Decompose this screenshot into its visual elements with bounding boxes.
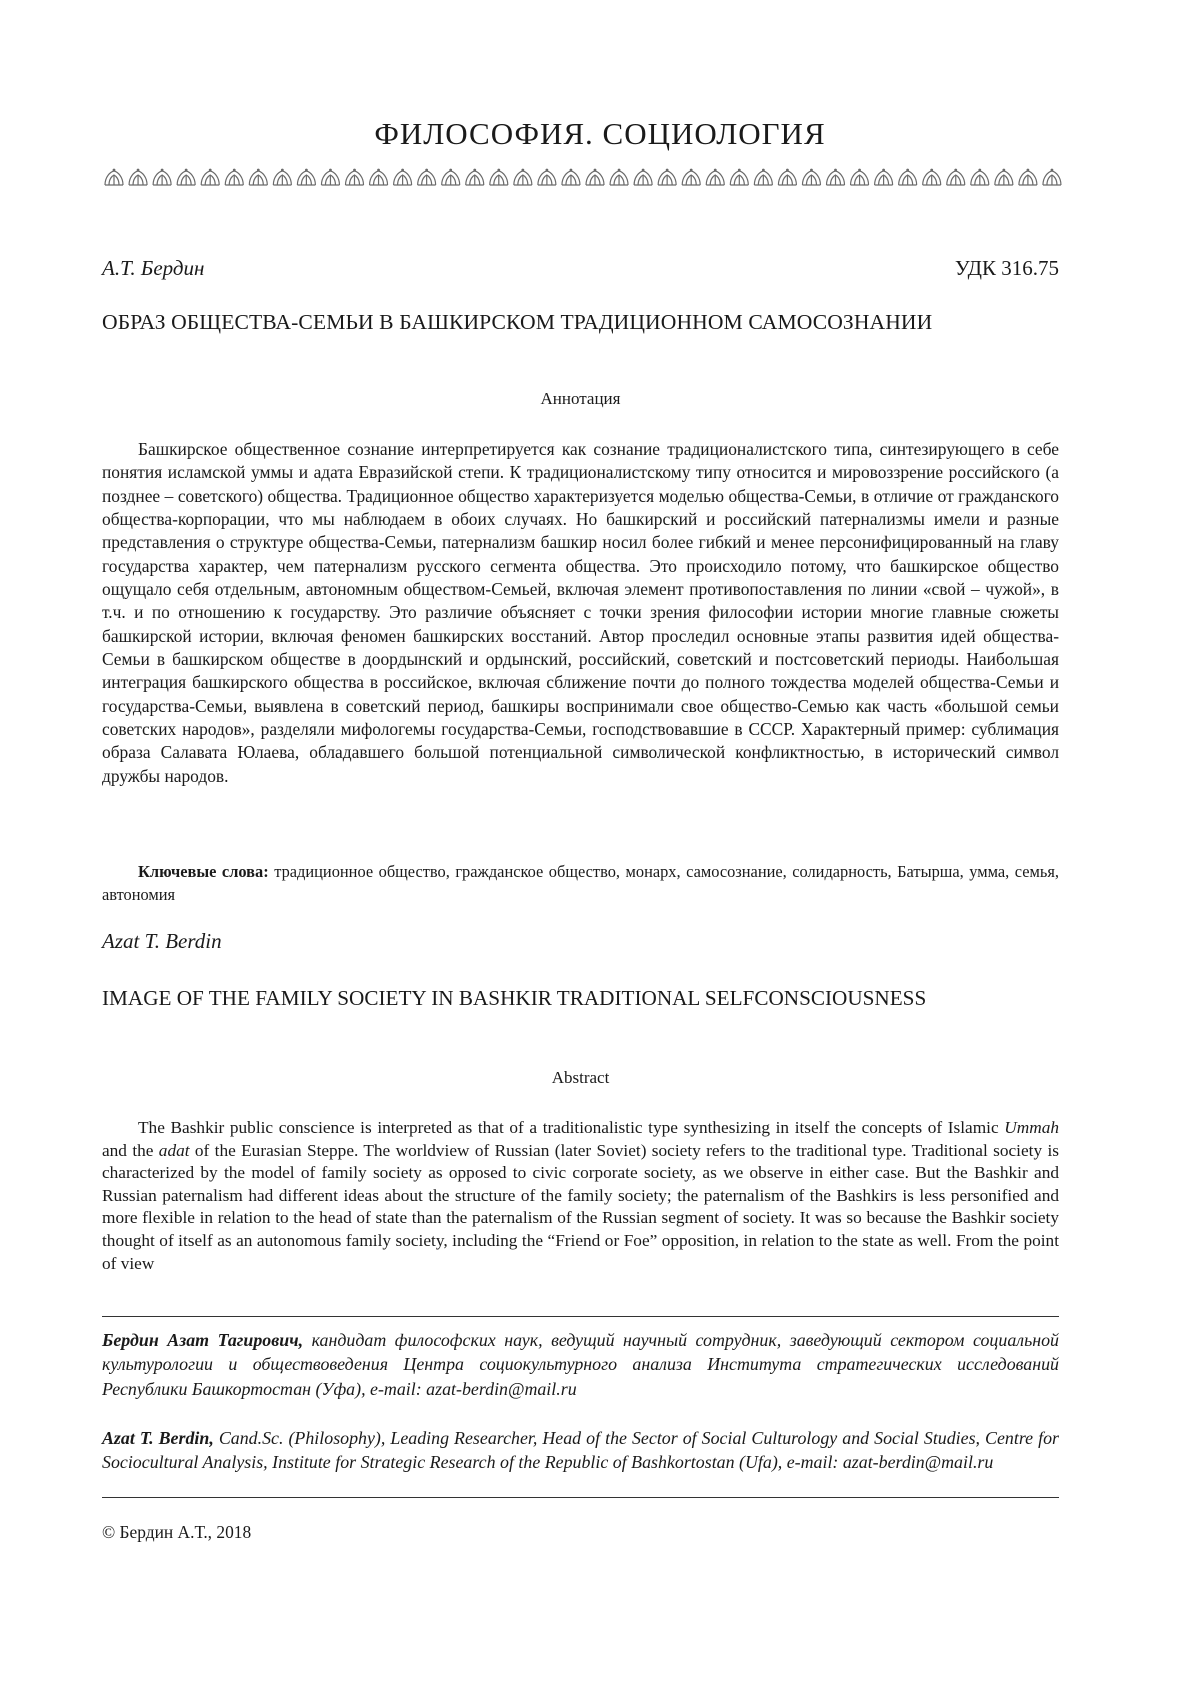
ornament-motif-icon <box>995 169 1013 185</box>
ornament-motif-icon <box>851 169 869 185</box>
ornament-motif-icon <box>1019 169 1037 185</box>
ornament-motif-icon <box>827 169 845 185</box>
ornament-motif-icon <box>562 169 580 185</box>
ornament-motif-icon <box>586 169 604 185</box>
ornament-motif-icon <box>658 169 676 185</box>
annotation-text-ru: Башкирское общественное сознание интерпретируется как сознание традиционалистского типа, синтезирующего в себе понятия исламской уммы и адата Евразийской степи. К традиционалистскому типу относится и мировоззрение российского (а позднее – советского) общества. Традиционное общество характеризуется моделью общества-Семьи, в отличие от гражданского общества-корпорации, что мы наблюдаем в обоих случаях. Но башкирский и российский патернализмы имели и разные представления о структуре общества-Семьи, патернализм башкир носил более гибкий и менее персонифицированный на главу государства характер, чем патернализм русского сегмента общества. Это происходило потому, что башкирское общество ощущало себя отдельным, автономным обществом-Семьей, включая элемент противопоставления по линии «свой – чужой», в т.ч. и по отношению к государству. Это различие объясняет с точки зрения философии истории многие главные сюжеты башкирской истории, включая феномен башкирских восстаний. Автор проследил основные этапы развития идей общества-Семьи в башкирском обществе в доордынский и ордынский, российский, советский и постсоветский периоды. Наибольшая интеграция башкирского общества в российское, включая сближение почти до полного тождества моделей общества-Семьи и государства-Семьи, выявлена в советский период, башкиры воспринимали свое общество-Семью как часть «большой семьи советских народов», разделяли мифологемы государства-Семьи, господствовавшие в СССР. Характерный пример: сублимация образа Салавата Юлаева, обладавшего большой потенциальной символической конфликтностью, в исторический символ дружбы народов. <box>102 439 1059 786</box>
author-bio-name-en: Azat T. Berdin, <box>102 1428 214 1448</box>
ornament-motif-icon <box>177 169 195 185</box>
udc-code: УДК 316.75 <box>954 256 1059 280</box>
keywords-label: Ключевые слова: <box>138 862 269 881</box>
ornament-motif-icon <box>466 169 484 185</box>
ornament-divider-icon <box>102 168 1064 188</box>
abstract-segment: The Bashkir public conscience is interpreted as that of a traditionalistic type synthesizing in itself the concepts of Islamic <box>138 1118 1005 1137</box>
copyright-divider <box>102 1497 1059 1498</box>
ornament-motif-icon <box>730 169 748 185</box>
annotation-heading: Аннотация <box>540 389 621 408</box>
copyright: © Бердин А.Т., 2018 <box>102 1522 252 1542</box>
ornament-motif-icon <box>273 169 291 185</box>
ornament-motif-icon <box>201 169 219 185</box>
ornament-motif-icon <box>394 169 412 185</box>
ornament-motif-icon <box>610 169 628 185</box>
article-title-en: IMAGE OF THE FAMILY SOCIETY IN BASHKIR TRADITIONAL SELFCONSCIOUSNESS <box>102 986 927 1010</box>
article-title-ru: ОБРАЗ ОБЩЕСТВА-СЕМЬИ В БАШКИРСКОМ ТРАДИЦИОННОМ САМОСОЗНАНИИ <box>102 310 933 334</box>
abstract-term-adat: adat <box>158 1140 190 1160</box>
abstract-heading: Abstract <box>551 1068 610 1087</box>
author-bio-details-ru: кандидат философских наук, ведущий научный сотрудник, заведующий сектором социальной культурологии и обществоведения Центра социокультурного анализа Института стратегических исследований Республики Башкортостан (Уфа), e-mail: azat-berdin@mail.ru <box>102 1330 1059 1399</box>
keywords-ru <box>102 861 1059 906</box>
footnote-divider <box>102 1316 1059 1317</box>
author-bio-details-en: Cand.Sc. (Philosophy), Leading Researcher, Head of the Sector of Social Culturology and Social Studies, Centre for Sociocultural Analysis, Institute for Strategic Research of the Republic of Bashkortostan (Ufa), e-mail: azat-berdin@mail.ru <box>102 1428 1059 1473</box>
ornament-motif-icon <box>923 169 941 185</box>
ornament-motif-icon <box>514 169 532 185</box>
ornament-motif-icon <box>129 169 147 185</box>
ornament-motif-icon <box>105 169 123 185</box>
ornament-motif-icon <box>249 169 267 185</box>
abstract-segment: of the Eurasian Steppe. The worldview of Russian (later Soviet) society refers to the traditional type. Traditional society is characterized by the model of family society as opposed to civic corporate society, as we observe in either case. But the Bashkir and Russian paternalism had different ideas about the structure of the family society; the paternalism of the Bashkirs is less personified and more flexible in relation to the head of state than the paternalism of the Russian segment of society. It was so because the Bashkir society thought of itself as an autonomous family society, including the “Friend or Foe” opposition, in relation to the state as well. From the point of view <box>102 1140 1059 1273</box>
ornament-motif-icon <box>418 169 436 185</box>
author-name-en: Azat T. Berdin <box>102 929 222 953</box>
ornament-motif-icon <box>899 169 917 185</box>
ornament-motif-icon <box>321 169 339 185</box>
ornament-motif-icon <box>225 169 243 185</box>
ornament-motif-icon <box>346 169 364 185</box>
abstract-text-en <box>102 1117 1059 1275</box>
ornament-motif-icon <box>778 169 796 185</box>
ornament-motif-icon <box>297 169 315 185</box>
abstract-segment: and the <box>102 1140 159 1160</box>
abstract-term-ummah: Ummah <box>1004 1118 1059 1137</box>
ornament-motif-icon <box>682 169 700 185</box>
ornament-motif-icon <box>947 169 965 185</box>
ornament-motif-icon <box>634 169 652 185</box>
ornament-motif-icon <box>442 169 460 185</box>
author-name-ru: А.Т. Бердин <box>102 256 205 280</box>
section-title: ФИЛОСОФИЯ. СОЦИОЛОГИЯ <box>374 116 826 151</box>
ornament-motif-icon <box>538 169 556 185</box>
keywords-list: традиционное общество, гражданское общество, монарх, самосознание, солидарность, Батырша, умма, семья, автономия <box>102 862 1059 904</box>
author-bio-ru <box>102 1328 1059 1401</box>
ornament-motif-icon <box>802 169 820 185</box>
ornament-motif-icon <box>706 169 724 185</box>
ornament-motif-icon <box>1043 169 1061 185</box>
ornament-motif-icon <box>370 169 388 185</box>
ornament-motif-icon <box>875 169 893 185</box>
author-bio-name-ru: Бердин Азат Тагирович, <box>102 1330 304 1350</box>
ornament-motif-icon <box>971 169 989 185</box>
ornament-motif-icon <box>153 169 171 185</box>
author-bio-en <box>102 1426 1059 1475</box>
ornament-motif-icon <box>490 169 508 185</box>
ornament-motif-icon <box>754 169 772 185</box>
